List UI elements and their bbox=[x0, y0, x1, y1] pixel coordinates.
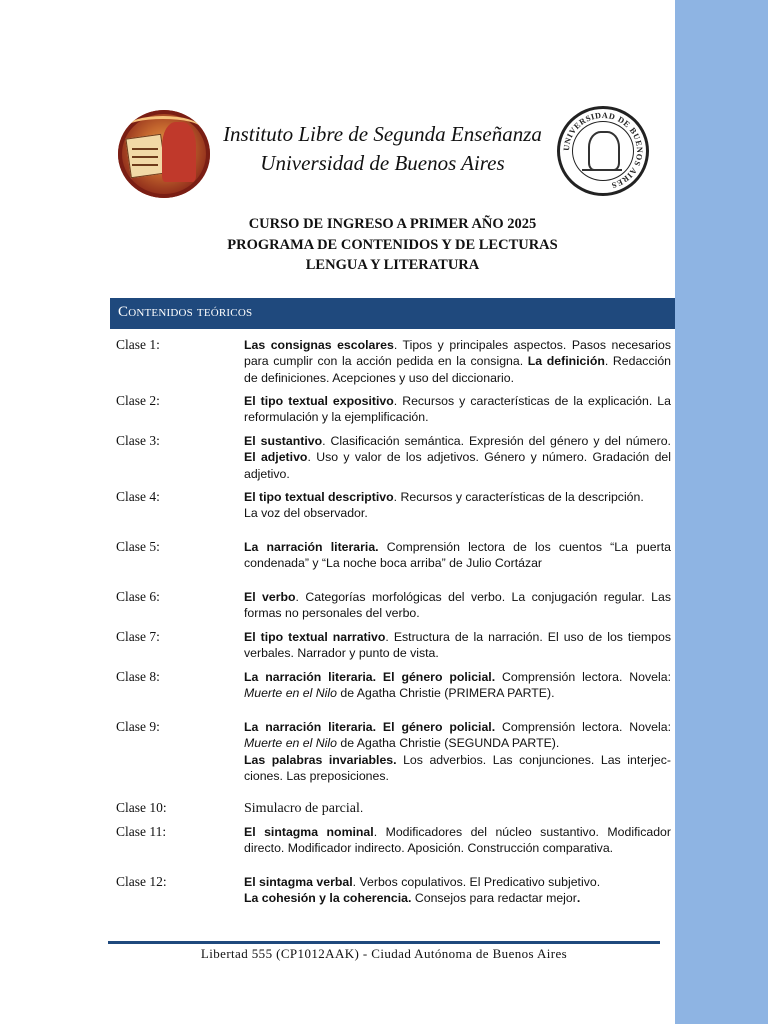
institute-name: Instituto Libre de Segunda Enseñanza bbox=[223, 122, 542, 146]
class-description bbox=[244, 824, 671, 857]
class-text-segment: El sustantivo bbox=[244, 434, 323, 448]
class-text-segment: . Redacción de definiciones. Acepciones y uso del diccionario. bbox=[244, 354, 672, 385]
section-title: Contenidos teóricos bbox=[118, 304, 253, 320]
class-label: Clase 2: bbox=[116, 393, 160, 408]
class-text-segment: . Categorías morfológicas del verbo. La conjugación regular. Las formas no personales del verbo. bbox=[244, 590, 671, 621]
class-text-segment: Muerte en el Nilo bbox=[244, 736, 337, 751]
class-text-segment: Comprensión lectora. Novela: bbox=[495, 670, 671, 684]
class-text-segment: de Agatha Christie (PRIMERA PARTE). bbox=[336, 686, 555, 701]
institute-title bbox=[210, 120, 555, 178]
class-text-segment: La narración literaria. bbox=[244, 540, 379, 554]
class-text-segment: Comprensión lectora de los cuentos “La puerta condenada” y “La noche boca arriba” de Julio Cortázar bbox=[244, 540, 671, 571]
class-label: Clase 11: bbox=[116, 824, 167, 839]
class-description bbox=[244, 589, 671, 622]
course-line-3: LENGUA Y LITERATURA bbox=[305, 257, 480, 273]
class-text-segment: La cohesión y la coherencia. bbox=[244, 891, 412, 906]
footer-rule bbox=[108, 941, 660, 944]
course-line-1: CURSO DE INGRESO A PRIMER AÑO 2025 bbox=[248, 216, 537, 232]
class-text-segment: Las consignas escolares bbox=[244, 338, 394, 352]
class-text-segment: La voz del observador. bbox=[244, 506, 368, 521]
class-label: Clase 8: bbox=[116, 669, 160, 684]
footer-address: Libertad 555 (CP1012AAK) - Ciudad Autónoma de Buenos Aires bbox=[200, 946, 568, 961]
class-description bbox=[244, 539, 671, 572]
class-text-segment: Las palabras invariables. bbox=[244, 752, 397, 767]
course-title bbox=[110, 214, 675, 276]
class-text-segment: . bbox=[576, 891, 581, 906]
class-text-segment: La narración literaria. El género policial. bbox=[244, 670, 496, 684]
class-text-segment: El verbo bbox=[244, 590, 296, 604]
class-text-segment: Consejos para redactar mejor bbox=[411, 891, 577, 906]
class-text-segment: . Clasificación semántica. Expresión del género y del número. bbox=[322, 434, 671, 448]
class-label: Clase 12: bbox=[116, 874, 167, 889]
class-description bbox=[244, 433, 671, 482]
class-text-segment: El sintagma verbal bbox=[244, 875, 353, 889]
class-label: Clase 3: bbox=[116, 433, 160, 448]
university-seal bbox=[557, 106, 649, 196]
class-label: Clase 1: bbox=[116, 337, 160, 352]
class-label: Clase 7: bbox=[116, 629, 160, 644]
class-text-segment: El tipo textual descriptivo bbox=[244, 490, 394, 504]
class-text-segment: de Agatha Christie (SEGUNDA PARTE). bbox=[336, 736, 560, 751]
class-text-segment: . Recursos y características de la descripción. bbox=[393, 490, 644, 504]
class-label: Clase 6: bbox=[116, 589, 160, 604]
class-text-segment: El sintagma nominal bbox=[244, 825, 374, 839]
class-description bbox=[244, 337, 671, 386]
side-color-band bbox=[675, 0, 768, 1024]
class-description bbox=[244, 669, 671, 702]
institute-logo bbox=[118, 110, 210, 198]
class-text-segment: . bbox=[359, 801, 364, 815]
class-description bbox=[244, 874, 671, 907]
class-description bbox=[244, 629, 671, 662]
class-text-segment: Simulacro de parcial bbox=[244, 801, 360, 816]
svg-text:UNIVERSIDAD DE BUENOS AIRES: UNIVERSIDAD DE BUENOS AIRES bbox=[561, 110, 645, 190]
class-text-segment: . Recursos y características de la explicación. La reformulación y la ejemplificación. bbox=[244, 394, 671, 425]
class-description bbox=[244, 489, 671, 522]
class-text-segment: El tipo textual narrativo bbox=[244, 630, 386, 644]
class-label: Clase 10: bbox=[116, 800, 167, 815]
class-text-segment: Los adverbios. Las conjunciones. Las interjec-ciones. Las preposiciones. bbox=[244, 752, 671, 784]
class-text-segment: Comprensión lectora. Novela: bbox=[495, 720, 671, 734]
class-text-segment: La definición bbox=[527, 354, 605, 369]
section-header-bar bbox=[110, 298, 675, 329]
class-text-segment: . Tipos y principales aspectos. Pasos necesarios para cumplir con la acción pedida en la consigna. bbox=[244, 338, 671, 369]
class-text-segment: Muerte en el Nilo bbox=[244, 686, 337, 701]
class-text-segment: . Uso y valor de los adjetivos. Género y número. Gradación del adjetivo. bbox=[244, 450, 671, 481]
class-text-segment: La narración literaria. El género policial. bbox=[244, 720, 496, 734]
class-text-segment: El adjetivo bbox=[244, 450, 308, 465]
class-label: Clase 4: bbox=[116, 489, 160, 504]
class-description bbox=[244, 393, 671, 426]
class-text-segment: El tipo textual expositivo bbox=[244, 394, 394, 408]
class-text-segment: . Modificadores del núcleo sustantivo. Modificador directo. Modificador indirecto. Aposición. Construcción comparativa. bbox=[244, 825, 671, 856]
class-description bbox=[244, 719, 671, 785]
class-label: Clase 5: bbox=[116, 539, 160, 554]
class-text-segment: . Verbos copulativos. El Predicativo subjetivo. bbox=[352, 875, 601, 889]
course-line-2: PROGRAMA DE CONTENIDOS Y DE LECTURAS bbox=[227, 236, 558, 253]
class-label: Clase 9: bbox=[116, 719, 160, 734]
university-name: Universidad de Buenos Aires bbox=[260, 151, 505, 175]
class-description bbox=[244, 800, 671, 817]
class-text-segment: . Estructura de la narración. El uso de los tiempos verbales. Narrador y punto de vista. bbox=[244, 630, 671, 661]
